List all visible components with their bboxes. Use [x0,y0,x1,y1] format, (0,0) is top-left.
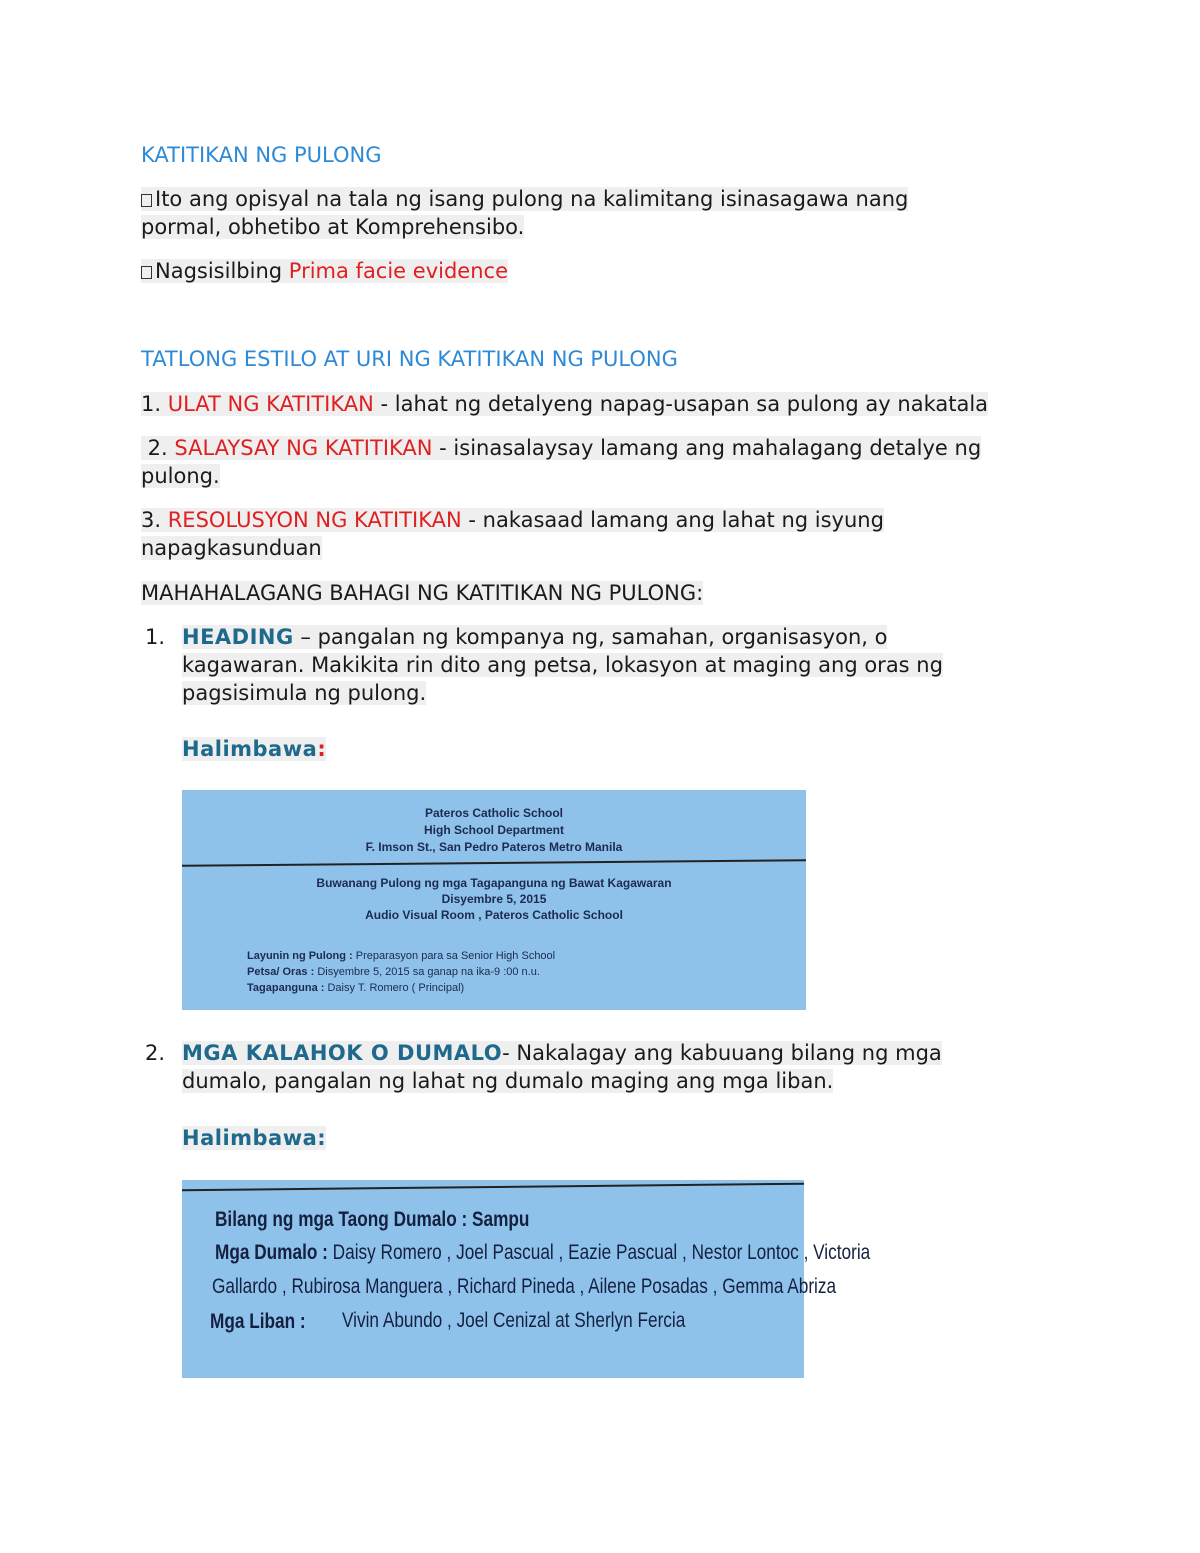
bullet-definition: Ito ang opisyal na tala ng isang pulong na kalimitang isinasagawa nang pormal, obhetibo at Komprehensibo. [141,187,909,239]
photo-meeting-title: Buwanang Pulong ng mga Tagapanguna ng Bawat Kagawaran [316,876,672,890]
square-bullet-icon [141,194,152,207]
list-item: 3. RESOLUSYON NG KATITIKAN - nakasaad lamang ang lahat ng isyung napagkasunduan [141,508,884,560]
list-number: 2. [145,1041,166,1065]
heading-example-image [182,790,806,1010]
photo-department: High School Department [423,823,564,837]
photo-bilang: Bilang ng mga Taong Dumalo : Sampu [215,1208,530,1231]
section-title-katitikan: KATITIKAN NG PULONG [141,143,382,167]
photo-petsa: Petsa/ Oras : Disyembre 5, 2015 sa ganap na ika-9 :00 n.u. [247,966,540,978]
list-item-heading: HEADING – pangalan ng kompanya ng, samahan, organisasyon, o kagawaran. Makikita rin dito ang petsa, lokasyon at maging ang oras ng pagsisimula ng pulong. [182,625,943,705]
list-number: 1. [145,625,166,649]
photo-layunin: Layunin ng Pulong : Preparasyon para sa Senior High School [247,950,556,962]
photo-divider [182,859,806,866]
photo-school-name: Pateros Catholic School [424,806,564,820]
square-bullet-icon [141,266,152,279]
photo-address: F. Imson St., San Pedro Pateros Metro Manila [365,840,623,854]
list-item: 1. ULAT NG KATITIKAN - lahat ng detalyeng napag-usapan sa pulong ay nakatala [141,392,989,416]
photo-liban-label: Mga Liban : [210,1310,306,1333]
photo-dumalo: Mga Dumalo : Daisy Romero , Joel Pascual , Eazie Pascual , Nestor Lontoc , Victoria [215,1241,871,1264]
photo-liban-value: Vivin Abundo , Joel Cenizal at Sherlyn Fercia [342,1309,686,1332]
example-label: Halimbawa: [182,737,326,761]
photo-divider [182,1183,804,1192]
list-item: 2. SALAYSAY NG KATITIKAN - isinasalaysay lamang ang mahalagang detalye ng pulong. [141,436,982,488]
photo-meeting-date: Disyembre 5, 2015 [441,892,547,906]
section-title-tatlong-estilo: TATLONG ESTILO AT URI NG KATITIKAN NG PULONG [141,347,678,371]
photo-venue: Audio Visual Room , Pateros Catholic School [365,908,623,922]
photo-tagapanguna: Tagapanguna : Daisy T. Romero ( Principal) [247,982,465,994]
photo-dumalo-cont: Gallardo , Rubirosa Manguera , Richard Pineda , Ailene Posadas , Gemma Abriza [212,1275,837,1298]
section-title-mahahalagang-bahagi: MAHAHALAGANG BAHAGI NG KATITIKAN NG PULONG: [141,581,704,605]
attendees-example-image [182,1180,871,1378]
bullet-prima-facie: Nagsisilbing Prima facie evidence [141,257,508,285]
list-item-kalahok: MGA KALAHOK O DUMALO- Nakalagay ang kabuuang bilang ng mga dumalo, pangalan ng lahat ng dumalo maging ang mga liban. [182,1041,942,1093]
example-label: Halimbawa: [182,1126,327,1150]
